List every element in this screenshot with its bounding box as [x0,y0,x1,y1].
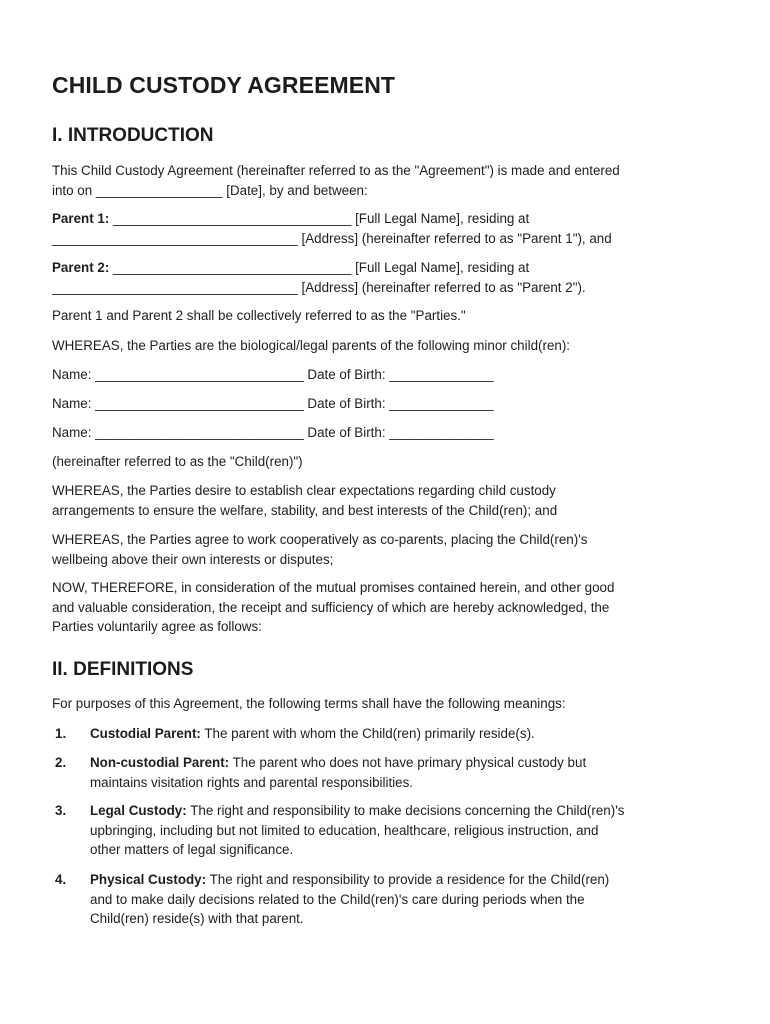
list-number: 4. [55,872,67,887]
parent-1-paragraph: Parent 1: ________________________________ [Full Legal Name], residing at _________________________________ [Address] (hereinafter referred to as "Parent 1"), and [52,211,612,246]
intro-paragraph: This Child Custody Agreement (hereinafter referred to as the "Agreement") is made and entered into on _________________ [Date], by and between: [52,163,620,198]
section-heading-definitions: II. DEFINITIONS [52,659,194,680]
definition-item-legal-custody: 3. Legal Custody: The right and responsibility to make decisions concerning the Child(ren)'s upbringing, including but not limited to education, healthcare, religious instruction, and other matters of legal significance. [55,803,625,857]
definition-item-non-custodial-parent: 2. Non-custodial Parent: The parent who does not have primary physical custody but maintains visitation rights and parental responsibilities. [55,755,587,790]
definition-item-custodial-parent: 1. Custodial Parent: The parent with whom the Child(ren) primarily reside(s). [52,724,720,744]
list-number: 3. [55,803,67,818]
parent-1-label: Parent 1: [52,211,110,226]
definition-term: Non-custodial Parent: [90,755,230,770]
definition-term: Physical Custody: [90,872,207,887]
definitions-lead: For purposes of this Agreement, the following terms shall have the following meanings: [52,696,566,711]
definition-item-physical-custody: 4. Physical Custody: The right and responsibility to provide a residence for the Child(ren) and to make daily decisions related to the Child(ren)'s care during periods when the Child(ren) reside(s) with that parent. [55,872,610,926]
whereas-desire-paragraph: WHEREAS, the Parties desire to establish clear expectations regarding child custody arrangements to ensure the welfare, stability, and best interests of the Child(ren); and [52,483,558,518]
document-title: CHILD CUSTODY AGREEMENT [52,72,396,98]
parent-2-label: Parent 2: [52,260,110,275]
child-entry-3: Name: ____________________________ Date of Birth: ______________ [52,425,494,440]
child-entry-1: Name: ____________________________ Date of Birth: ______________ [52,367,494,382]
list-number: 1. [55,726,67,741]
parties-paragraph: Parent 1 and Parent 2 shall be collectively referred to as the "Parties." [52,308,466,323]
definition-term: Custodial Parent: [90,726,201,741]
list-number: 2. [55,755,67,770]
child-entry-2: Name: ____________________________ Date of Birth: ______________ [52,396,494,411]
definition-term: Legal Custody: [90,803,187,818]
parent-2-paragraph: Parent 2: ________________________________ [Full Legal Name], residing at _________________________________ [Address] (hereinafter referred to as "Parent 2"). [52,260,586,295]
section-heading-introduction: I. INTRODUCTION [52,125,214,146]
whereas-parents-paragraph: WHEREAS, the Parties are the biological/legal parents of the following minor child(ren): [52,338,571,353]
now-therefore-paragraph: NOW, THEREFORE, in consideration of the mutual promises contained herein, and other good and valuable consideration, the receipt and sufficiency of which are hereby acknowledged, the Parties voluntarily agree as follows: [52,580,615,634]
whereas-agree-paragraph: WHEREAS, the Parties agree to work cooperatively as co-parents, placing the Child(ren)'s wellbeing above their own interests or disputes; [52,532,588,567]
children-reference: (hereinafter referred to as the "Child(ren)") [52,454,303,469]
